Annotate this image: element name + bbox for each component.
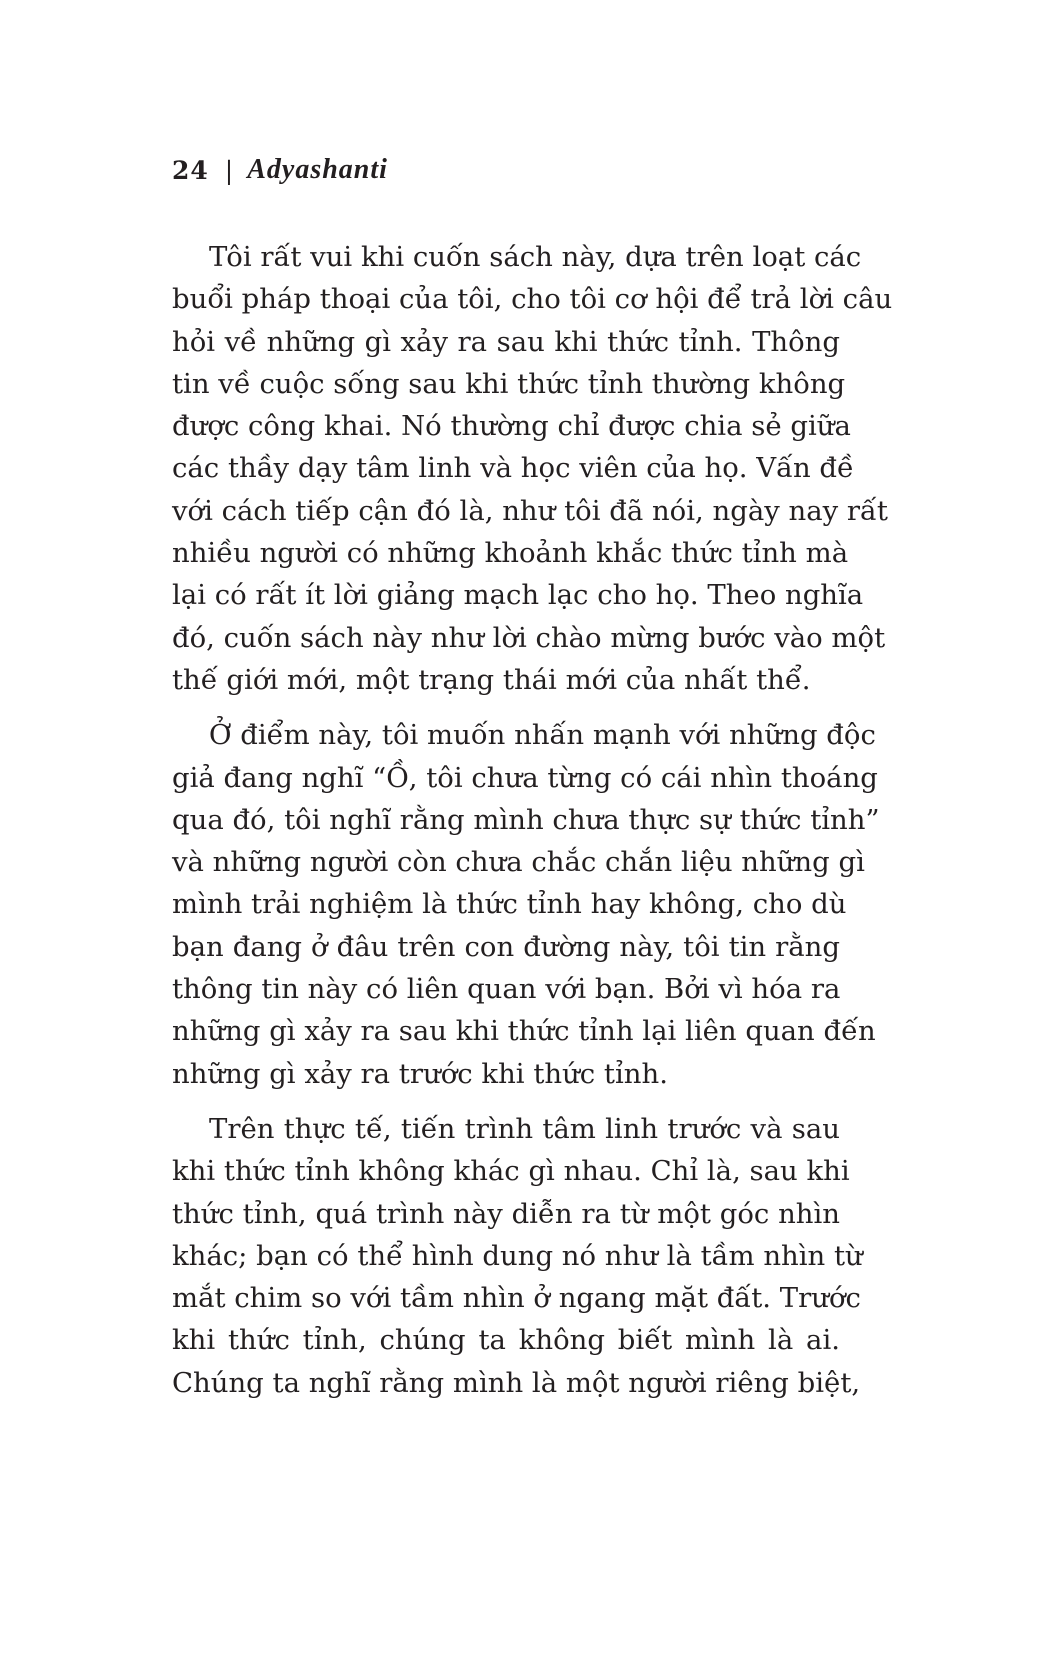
text-line: buổi pháp thoại của tôi, cho tôi cơ hội để trả lời câu xyxy=(172,283,893,316)
page-number: 24 xyxy=(172,155,209,185)
text-line: hỏi về những gì xảy ra sau khi thức tỉnh. Thông xyxy=(172,325,840,358)
text-line: những gì xảy ra trước khi thức tỉnh. xyxy=(172,1057,668,1090)
text-line: giả đang nghĩ “Ồ, tôi chưa từng có cái nhìn thoáng xyxy=(172,761,878,794)
text-line: thông tin này có liên quan với bạn. Bởi vì hóa ra xyxy=(172,973,841,1006)
body-text xyxy=(172,236,893,1417)
text-line: thức tỉnh, quá trình này diễn ra từ một góc nhìn xyxy=(172,1197,840,1230)
text-line: khi thức tỉnh không khác gì nhau. Chỉ là, sau khi xyxy=(172,1155,850,1188)
text-line: được công khai. Nó thường chỉ được chia sẻ giữa xyxy=(172,410,851,443)
text-line: khi thức tỉnh, chúng ta không biết mình là ai. xyxy=(172,1324,840,1357)
text-line: tin về cuộc sống sau khi thức tỉnh thường không xyxy=(172,367,846,400)
paragraph-3 xyxy=(172,1108,863,1404)
text-line: mắt chim so với tầm nhìn ở ngang mặt đất. Trước xyxy=(172,1282,861,1315)
text-line: Chúng ta nghĩ rằng mình là một người riêng biệt, xyxy=(172,1366,861,1399)
text-line: những gì xảy ra sau khi thức tỉnh lại liên quan đến xyxy=(172,1015,876,1048)
text-line: Ở điểm này, tôi muốn nhấn mạnh với những độc xyxy=(209,719,876,752)
text-line: qua đó, tôi nghĩ rằng mình chưa thực sự thức tỉnh” xyxy=(172,803,880,836)
text-line: bạn đang ở đâu trên con đường này, tôi tin rằng xyxy=(172,930,840,963)
text-line: khác; bạn có thể hình dung nó như là tầm nhìn từ xyxy=(172,1239,863,1272)
text-line: thế giới mới, một trạng thái mới của nhất thể. xyxy=(172,663,811,696)
text-line: nhiều người có những khoảnh khắc thức tỉnh mà xyxy=(172,537,849,570)
author-name: Adyashanti xyxy=(247,154,388,185)
running-head xyxy=(172,150,388,190)
text-line: với cách tiếp cận đó là, như tôi đã nói, ngày nay rất xyxy=(172,494,888,527)
text-line: đó, cuốn sách này như lời chào mừng bước vào một xyxy=(172,621,886,654)
text-line: Trên thực tế, tiến trình tâm linh trước và sau xyxy=(209,1112,840,1145)
header-separator: | xyxy=(224,155,234,185)
text-line: lại có rất ít lời giảng mạch lạc cho họ. Theo nghĩa xyxy=(172,579,864,612)
text-line: và những người còn chưa chắc chắn liệu những gì xyxy=(172,846,865,879)
paragraph-2 xyxy=(172,714,880,1095)
text-line: mình trải nghiệm là thức tỉnh hay không, cho dù xyxy=(172,888,847,921)
text-line: Tôi rất vui khi cuốn sách này, dựa trên loạt các xyxy=(209,241,862,273)
text-line: các thầy dạy tâm linh và học viên của họ. Vấn đề xyxy=(172,452,854,485)
paragraph-1 xyxy=(172,236,893,701)
